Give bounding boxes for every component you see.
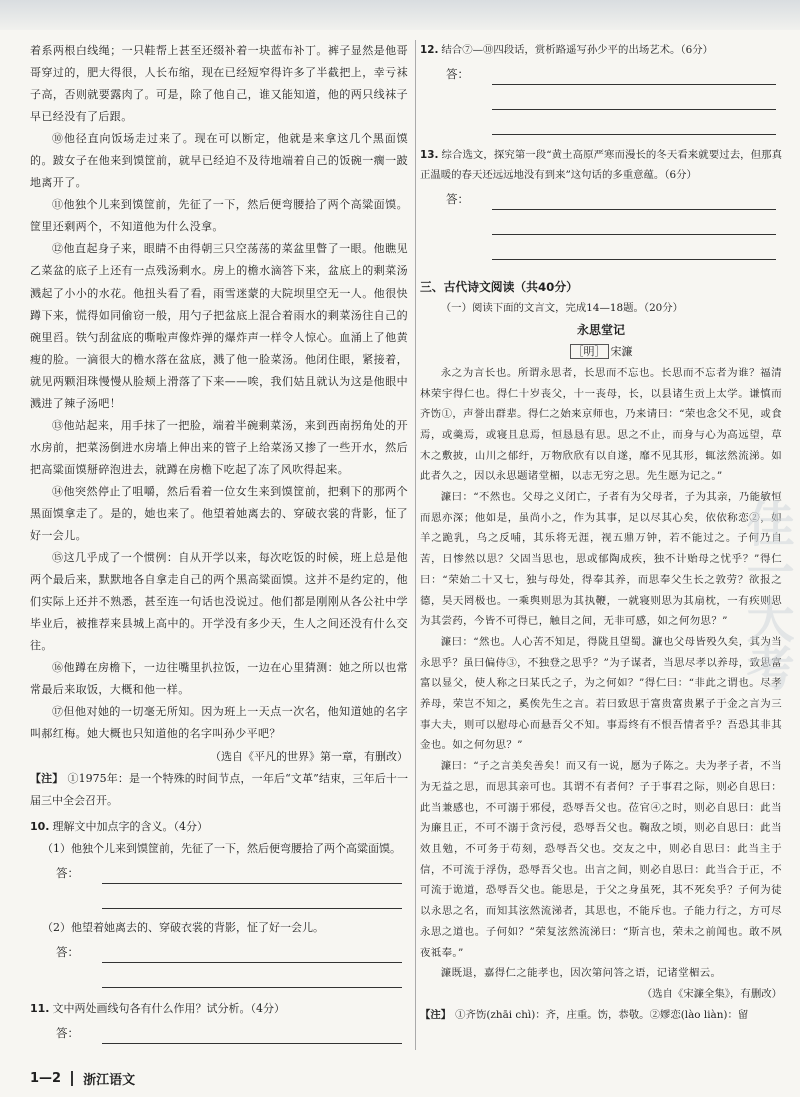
answer-label: 答： (446, 192, 469, 207)
classical-paragraph-4: 濂曰：“子之言美矣善矣！而又有一说，愿为子陈之。夫为孝子者，不当为无益之思，而思其亲可也。其谓不有者何？子于事君之际，则必自思曰：此当兼感也，不可溺于邪侵，恐辱吾父也。莅官④之时，则必自思曰：此当为廉且正，不可不溺于贪污侵，恐辱吾父也。鞠敌之顷，则必自思曰：此当效且勉，不可务于苟刻，恐辱吾父也。交友之中，则必自思曰：此当主于信，不可流于浮伪，恐辱吾父也。出言之间，则必自思曰：此当合于正，不可流于诡道，恐辱吾父也。能思是，于父之身虽死，其不死矣乎？子何为徒以永思之名，而知其泫然流涕者，其思也，不能斥也。子能力行之，方可尽永思之道也。子何如？”荣复泫然流涕曰：“斯言也，荣未之前闻也。敢不夙夜祗奉。” (420, 760, 782, 959)
answer-line[interactable] (102, 884, 402, 909)
question-text: 结合⑦—⑩四段话，赏析路遥写孙少平的出场艺术。（6分） (441, 44, 713, 56)
question-10-sub-2: （2）他望着她离去的、穿破衣裳的背影，怔了好一会儿。 (42, 920, 324, 934)
passage-paragraph-15: ⑮这几乎成了一个惯例：自从开学以来，每次吃饭的时候，班上总是他两个最后来，默默地各自拿走自己的两个黑高粱面馍。这并不是约定的，他们实际上还并不熟悉，甚至连一句话也没说过。他们都是刚刚从各公社中学毕业后，被推荐来县城上高中的。开学没有多少天，生人之间还没有什么交往。 (30, 551, 408, 653)
answer-line[interactable] (492, 235, 776, 260)
question-11 (30, 998, 408, 1044)
exam-page (22, 40, 782, 1080)
author-row (420, 341, 782, 363)
question-text: 理解文中加点字的含义。（4分） (52, 819, 208, 833)
answer-line[interactable] (492, 110, 776, 135)
answer-line[interactable] (102, 867, 402, 884)
passage-paragraph-14: ⑭他突然停止了咀嚼，然后看着一位女生来到馍筐前，把剩下的那两个黑面馍拿走了。是的，她也来了。他望着她离去的、穿破衣裳的背影，怔了好一会儿。 (30, 484, 408, 543)
answer-line[interactable] (102, 946, 402, 963)
book-title: 浙江语文 (83, 1072, 136, 1088)
page-number: 1—2 (30, 1071, 73, 1086)
passage-paragraph-10: ⑩他径直向饭场走过来了。现在可以断定，他就是来拿这几个黑面馍的。跛女子在他来到馍筐前，就早已经迫不及待地端着自己的饭碗一瘸一跛地离开了。 (30, 132, 408, 190)
answer-label: 答： (56, 944, 79, 959)
answer-label: 答： (56, 1025, 79, 1040)
passage-note (30, 768, 408, 812)
answer-row (30, 860, 408, 884)
dynasty-tag: ［明］ (570, 344, 609, 359)
passage-paragraph-11: ⑪他独个儿来到馍筐前，先征了一下，然后便弯腰拾了两个高粱面馍。筐里还剩两个，不知道他为什么没拿。 (30, 198, 408, 234)
classical-paragraph-3: 濂曰：“然也。人心苦不知足，得陇且望蜀。濂也父母皆殁久矣，其为当永思乎？虽曰偏侍③，不独登之思乎？”为子谋者，当思尽孝以养母，致思富富以显父，使人称之曰某氏之子，为之何如？”得仁曰：“非此之谓也。尽孝养母，荣岂不知之，奚俟先生之言。若曰致思于富贵富贵累子于金之言为三事大夫，则可以慰母心而悬吾父不知。事焉终有不恨吾情者乎？吾恐其非其金也。如之何勿思？” (420, 635, 782, 752)
section-3-title: 三、古代诗文阅读（共40分） (420, 280, 578, 295)
classical-source: （选自《宋濂全集》，有删改） (641, 987, 782, 1000)
answer-row (30, 939, 408, 963)
passage-paragraph-16: ⑯他蹲在房檐下，一边往嘴里扒拉饭，一边在心里猜测：她之所以也常常最后来取饭，大概和他一样。 (30, 661, 408, 697)
answer-label: 答： (446, 67, 469, 81)
left-column (30, 40, 408, 1044)
section-3-intro: （一）阅读下面的文言文，完成14—18题。（20分） (440, 302, 684, 315)
page-footer (30, 1066, 390, 1090)
answer-row (420, 61, 782, 85)
question-12 (420, 40, 782, 135)
passage-paragraph-17: ⑰但他对她的一切毫无所知。因为班上一天点一次名，他知道她的名字叫郝红梅。她大概也只知道他的名字叫孙少平吧？ (30, 705, 408, 741)
passage-paragraph-13: ⑬他站起来，用手抹了一把脸，端着半碗剩菜汤，来到西南拐角处的开水房前，把菜汤倒进水房墙上伸出来的管子上给菜汤又掺了一些开水，然后把高粱面馍掰碎泡进去，就蹲在房檐下吃起了冻了风吹得起来。 (30, 418, 408, 476)
answer-row (30, 1020, 408, 1044)
note-tag: 【注】 (30, 771, 64, 785)
passage-paragraph-12: ⑫他直起身子来，眼睛不由得朝三只空荡荡的菜盆里瞥了一眼。他瞧见乙菜盆的底子上还有一点残汤剩水。房上的檐水滴答下来，盆底上的剩菜汤溅起了小小的水花。他扭头看了看，雨雪迷蒙的大院坝里空无一人。他很快蹲下来，慌得如同偷窃一般，用勺子把盆底上混合着雨水的剩菜汤往自己的碗里舀。铁勺刮盆底的嘶啦声像炸弹的爆炸声一样令人惊心。血涌上了他黄瘦的脸。一滴很大的檐水落在盆底，溅了他一脸菜汤。他闭住眼，紧接着，就见两颗泪珠慢慢从脸颊上滑落了下来——唉，我们姑且就认为这是他眼中溅进了辣子汤吧！ (30, 242, 408, 410)
question-10-sub-1: （1）他独个儿来到馍筐前，先征了一下，然后便弯腰拾了两个高粱面馍。 (42, 841, 401, 855)
question-text: 综合选文，探究第一段“黄土高原严寒而漫长的冬天看来就要过去，但那真正温暖的春天还远远地没有到来”这句话的多重意蕴。（6分） (420, 148, 782, 182)
question-13 (420, 145, 782, 260)
classical-paragraph-1: 永之为言长也。所谓永思者，长思而不忘也。长思而不忘者为谁？福清林荣宇得仁也。得仁十岁丧父，十一丧母，长，以县诸生贡上太学。谦慎而齐饬①，声誉出群辈。得仁之始来京师也，乃来请曰：“荣也念父不见，或食焉，或羹焉，或寝且息焉，恒恳恳有思。思之不止，而身与心为高远望，草木之敷披，山川之郁纡，万物欣欣有以自遂，靡不见其形，辄泫然流涕。如此者久之，因以永思题诸堂楣，以志无穷之思。先生愿为记之。” (420, 366, 782, 483)
classical-note (420, 1005, 782, 1026)
answer-row (420, 186, 782, 210)
passage-paragraph-9: 着系两根白线绳；一只鞋帮上甚至还缀补着一块蓝布补丁。裤子显然是他哥哥穿过的，肥大得很，人长布缩，现在已经短窄得许多了半截把上，幸亏袜子高，否则就要露肉了。可是，除了他自己，谁又能知道，他的两只线袜子早已经没有了后跟。 (30, 44, 408, 124)
watermark: 佳一大考 (738, 499, 794, 691)
classical-text-title: 永思堂记 (576, 322, 625, 337)
answer-line[interactable] (492, 193, 776, 210)
question-number: 11. (30, 1001, 50, 1015)
top-strip (0, 0, 800, 30)
answer-line[interactable] (102, 1027, 402, 1044)
answer-line[interactable] (492, 85, 776, 110)
right-column (420, 40, 782, 1025)
answer-line[interactable] (492, 68, 776, 85)
passage-source: （选自《平凡的世界》第一章，有删改） (210, 749, 408, 763)
note-text: ①齐饬(zhāi chì)：齐，庄重。饬，恭敬。②嫪恋(lào liàn)：留 (455, 1008, 749, 1021)
answer-line[interactable] (492, 210, 776, 235)
answer-line[interactable] (102, 963, 402, 988)
question-10 (30, 816, 408, 988)
author-name: 宋濂 (610, 344, 633, 358)
note-tag: 【注】 (420, 1008, 452, 1021)
question-text: 文中两处画线句各有什么作用？试分析。（4分） (52, 1001, 285, 1015)
classical-paragraph-5: 濂既退，嘉得仁之能孝也，因次第问答之语，记诸堂楣云。 (440, 967, 722, 980)
note-text: ①1975年：是一个特殊的时间节点，一年后“文革”结束，三年后十一届三中全会召开。 (30, 771, 408, 807)
column-divider (415, 40, 416, 1050)
question-number: 10. (30, 819, 50, 833)
question-number: 13. (420, 148, 439, 161)
question-number: 12. (420, 44, 439, 56)
answer-label: 答： (56, 865, 79, 880)
classical-paragraph-2: 濂曰：“不然也。父母之义闭亡，子者有为父母者，子为其亲，乃能敏恒而恩亦深；他如是，虽尚小之，作为其事，足以尽其心矣，依依称恋②，如羊之跪乳，乌之反哺，其乐将无涯，视五鼎万钟，若不能过之。子何乃自苦，日惨然以思？父固当思也，思或郁陶成疾，独不计贻母之忧乎？”得仁曰：“荣始二十又七，独与母处，得奉其养，而思奉父生长之敦劳？欲报之德，昊天罔极也。一乘舆则思为其执鞭，一就寝则思为其扇枕，一有疾则思为其尝药，今皆不可得已，触目之间，无非可感，如之何勿思？” (420, 491, 782, 628)
